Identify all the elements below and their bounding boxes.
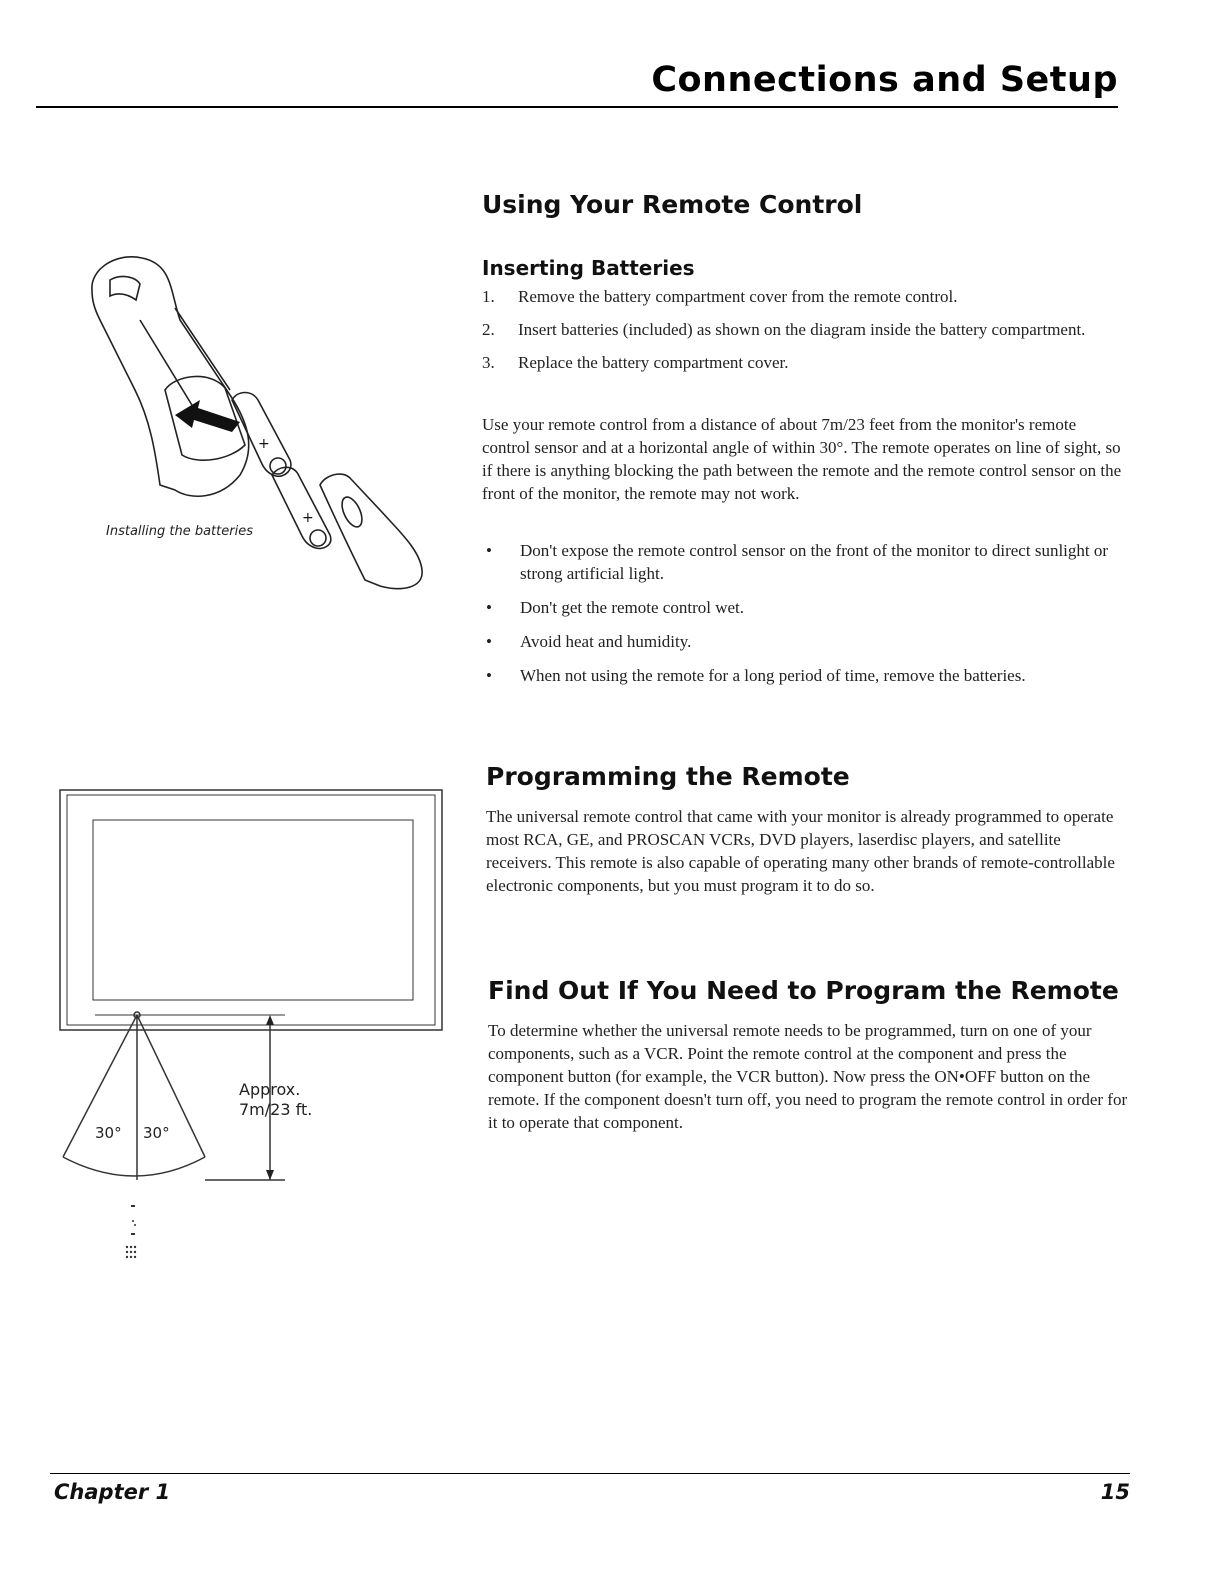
battery-steps-list bbox=[482, 285, 1122, 384]
remote-range-diagram bbox=[55, 785, 455, 1275]
remote-inner-groove bbox=[110, 277, 140, 300]
distance-arrow-top bbox=[266, 1015, 274, 1025]
header-rule bbox=[36, 106, 1118, 108]
footer-chapter-label: Chapter 1 bbox=[54, 1480, 171, 1504]
monitor-inner-frame bbox=[67, 795, 435, 1025]
angle-left-label: 30° bbox=[95, 1124, 122, 1142]
step-text: Replace the battery compartment cover. bbox=[518, 353, 789, 372]
remote-care-bullets bbox=[482, 539, 1122, 698]
step-text: Remove the battery compartment cover from the remote control. bbox=[518, 287, 958, 306]
footer-rule bbox=[50, 1473, 1130, 1474]
distance-arrow-bottom bbox=[266, 1170, 274, 1180]
cone-arc bbox=[63, 1157, 205, 1176]
remote-body-outline bbox=[92, 257, 249, 496]
page-header-title: Connections and Setup bbox=[651, 60, 1118, 100]
battery-2 bbox=[272, 467, 331, 548]
step-item bbox=[482, 285, 1122, 308]
remote-symbol-dots bbox=[126, 1205, 136, 1258]
battery-plus-sign-2: + bbox=[302, 510, 314, 526]
programming-paragraph: The universal remote control that came with your monitor is already programmed to operate most RCA, GE, and PROSCAN VCRs, DVD players, laserdisc players, and satellite receivers. This remote is also capable of operating many other brands of remote-controllable electronic components, but you must program it to do so. bbox=[486, 807, 1115, 895]
battery-cover bbox=[320, 474, 422, 589]
section-title-using-remote: Using Your Remote Control bbox=[482, 190, 863, 219]
bullet-item: • Don't get the remote control wet. bbox=[482, 596, 1122, 619]
step-item bbox=[482, 318, 1122, 341]
step-item bbox=[482, 351, 1122, 374]
footer-page-number: 15 bbox=[1100, 1480, 1130, 1504]
step-number: 1. bbox=[482, 287, 495, 306]
section-title-find-out: Find Out If You Need to Program the Remote bbox=[488, 976, 1119, 1005]
distance-label-line1: Approx. bbox=[239, 1080, 301, 1099]
bullet-item: • When not using the remote for a long period of time, remove the batteries. bbox=[482, 664, 1122, 687]
distance-label-line2: 7m/23 ft. bbox=[239, 1100, 313, 1119]
subheading-inserting-batteries: Inserting Batteries bbox=[482, 256, 695, 280]
usage-paragraph: Use your remote control from a distance of about 7m/23 feet from the monitor's remote control sensor and at a horizontal angle of within 30°. The remote operates on line of sight, so if there is anything blocking the path between the remote and the remote control sensor on the front of the monitor, the remote may not work. bbox=[482, 415, 1122, 503]
bullet-item: • Don't expose the remote control sensor on the front of the monitor to direct sunlight or strong artificial light. bbox=[482, 539, 1122, 585]
monitor-outer-frame bbox=[60, 790, 442, 1030]
find-out-paragraph: To determine whether the universal remote needs to be programmed, turn on one of your components, such as a VCR. Point the remote control at the component and press the component button (for example, the VCR button). Now press the ON•OFF button on the remote. If the component doesn't turn off, you need to program the remote control in order for it to operate that component. bbox=[488, 1021, 1128, 1132]
bullet-item: • Avoid heat and humidity. bbox=[482, 630, 1122, 653]
step-number: 2. bbox=[482, 320, 495, 339]
battery-installation-illustration bbox=[80, 250, 440, 605]
step-number: 3. bbox=[482, 353, 495, 372]
section-title-programming: Programming the Remote bbox=[486, 762, 850, 791]
step-text: Insert batteries (included) as shown on the diagram inside the battery compartment. bbox=[518, 320, 1086, 339]
battery-figure-caption: Installing the batteries bbox=[106, 524, 253, 539]
angle-right-label: 30° bbox=[143, 1124, 170, 1142]
monitor-screen bbox=[93, 820, 413, 1000]
battery-plus-sign: + bbox=[258, 436, 270, 452]
